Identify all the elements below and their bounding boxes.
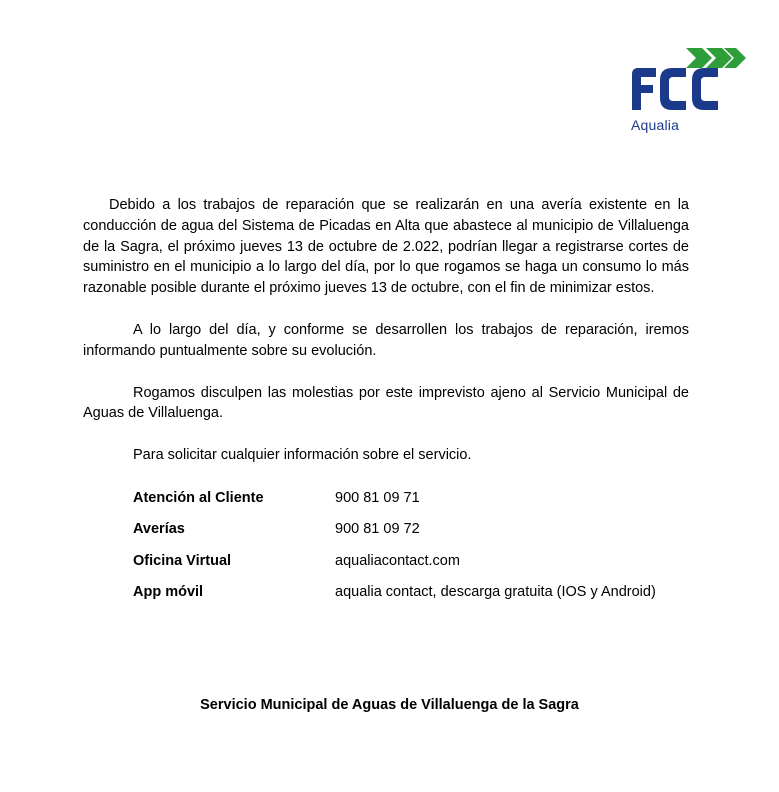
notice-body — [83, 195, 689, 614]
paragraph-apology: Rogamos disculpen las molestias por este imprevisto ajeno al Servicio Municipal de Aguas de Villaluenga. — [83, 384, 689, 422]
contact-value: 900 81 09 72 — [335, 521, 420, 538]
contact-label: Atención al Cliente — [133, 489, 264, 506]
fcc-aqualia-logo — [628, 44, 748, 136]
paragraph-contact-intro: Para solicitar cualquier información sobre el servicio. — [133, 447, 472, 464]
logo-subtitle: Aqualia — [631, 117, 680, 133]
contact-row-virtual-office — [133, 551, 689, 583]
footer-signature: Servicio Municipal de Aguas de Villaluenga de la Sagra — [200, 697, 579, 713]
contact-row-customer-service — [133, 488, 689, 520]
contact-value: 900 81 09 71 — [335, 489, 420, 506]
fcc-logo-mark — [628, 44, 748, 116]
contact-row-breakdowns — [133, 519, 689, 551]
contact-value: aqualiacontact.com — [335, 552, 460, 569]
contact-list — [133, 488, 689, 614]
contact-label: Averías — [133, 521, 185, 538]
paragraph-progress-updates: A lo largo del día, y conforme se desarrollen los trabajos de reparación, iremos informando puntualmente sobre su evolución. — [83, 321, 689, 359]
contact-row-mobile-app — [133, 582, 689, 614]
paragraph-repair-notice: Debido a los trabajos de reparación que se realizarán en una avería existente en la conducción de agua del Sistema de Picadas en Alta que abastece al municipio de Villaluenga de la Sagra, el próximo jueves 13 de octubre de 2.022, podrían llegar a registrarse cortes de suministro en el municipio a lo largo del día, por lo que rogamos se haga un consumo lo más razonable posible durante el próximo jueves 13 de octubre, con el fin de minimizar estos. — [83, 197, 689, 297]
contact-value: aqualia contact, descarga gratuita (IOS y Android) — [335, 584, 656, 601]
contact-label: App móvil — [133, 584, 204, 601]
contact-label: Oficina Virtual — [133, 552, 232, 569]
